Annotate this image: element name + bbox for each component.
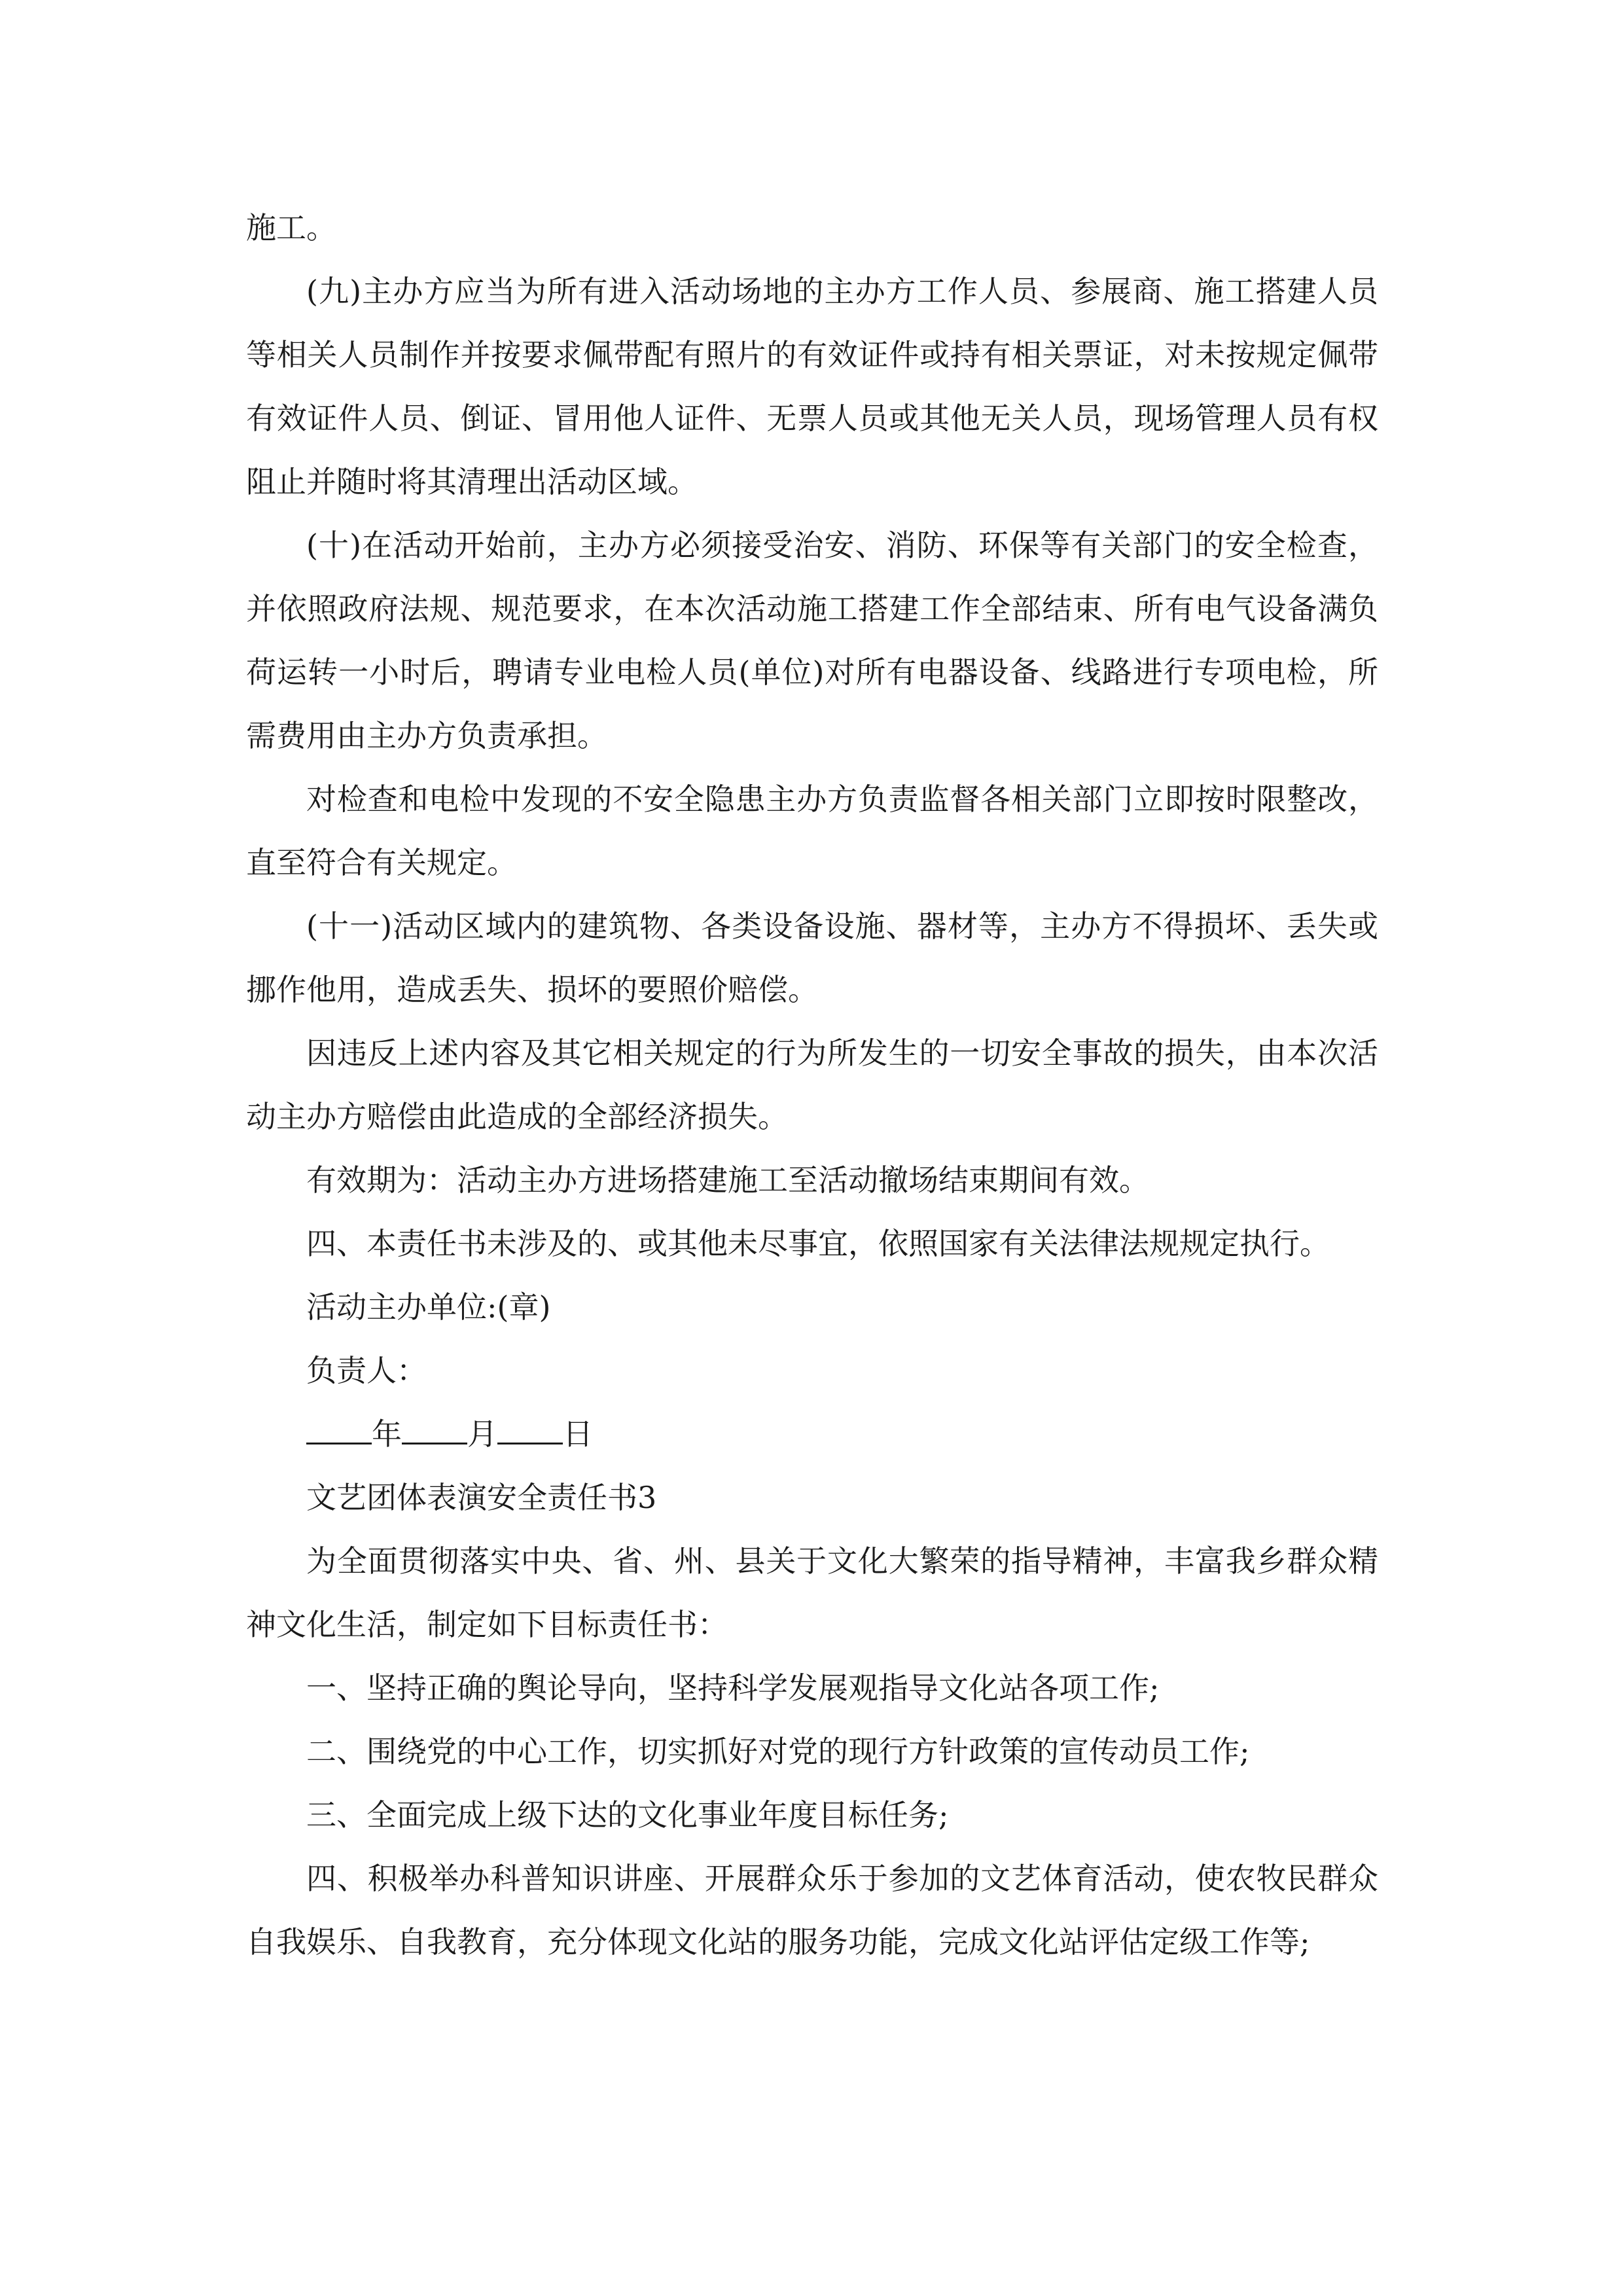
paragraph-goal-2: 二、围绕党的中心工作，切实抓好对党的现行方针政策的宣传动员工作; [306,1734,1250,1769]
paragraph-inspection-rectification: 对检查和电检中发现的不安全隐患主办方负责监督各相关部门立即按时限整改，直至符合有关规定。 [246,781,1378,880]
day-label: 日 [563,1416,593,1452]
month-label: 月 [467,1416,497,1452]
paragraph-intro: 为全面贯彻落实中央、省、州、县关于文化大繁荣的指导精神，丰富我乡群众精神文化生活，制定如下目标责任书： [246,1543,1378,1642]
month-blank [402,1436,467,1444]
year-label: 年 [372,1416,402,1452]
paragraph-goal-3: 三、全面完成上级下达的文化事业年度目标任务; [306,1797,949,1833]
paragraph-continuation: 施工。 [246,210,336,245]
year-blank [306,1436,372,1444]
date-line [246,1403,1378,1466]
paragraph-clause-10: (十)在活动开始前，主办方必须接受治安、消防、环保等有关部门的安全检查，并依照政府法规、规范要求，在本次活动施工搭建工作全部结束、所有电气设备满负荷运转一小时后，聘请专业电检人员(单位)对所有电器设备、线路进行专项电检，所需费用由主办方负责承担。 [246,528,1378,753]
paragraph-liability: 因违反上述内容及其它相关规定的行为所发生的一切安全事故的损失，由本次活动主办方赔偿由此造成的全部经济损失。 [246,1035,1378,1134]
day-blank [497,1436,563,1444]
organizer-seal-line: 活动主办单位:(章) [306,1289,551,1325]
paragraph-validity: 有效期为：活动主办方进场搭建施工至活动撤场结束期间有效。 [306,1162,1149,1198]
paragraph-goal-1: 一、坚持正确的舆论导向，坚持科学发展观指导文化站各项工作; [306,1670,1160,1706]
paragraph-goal-4: 四、积极举办科普知识讲座、开展群众乐于参加的文艺体育活动，使农牧民群众自我娱乐、自我教育，充分体现文化站的服务功能，完成文化站评估定级工作等; [246,1861,1378,1960]
section-title: 文艺团体表演安全责任书3 [306,1480,657,1515]
paragraph-other-matters: 四、本责任书未涉及的、或其他未尽事宜，依照国家有关法律法规规定执行。 [306,1226,1330,1261]
document-body [246,196,1378,1974]
responsible-person-line: 负责人： [306,1353,427,1388]
paragraph-clause-11: (十一)活动区域内的建筑物、各类设备设施、器材等，主办方不得损坏、丢失或挪作他用，造成丢失、损坏的要照价赔偿。 [246,908,1378,1007]
paragraph-clause-9: (九)主办方应当为所有进入活动场地的主办方工作人员、参展商、施工搭建人员等相关人员制作并按要求佩带配有照片的有效证件或持有相关票证，对未按规定佩带有效证件人员、倒证、冒用他人证件、无票人员或其他无关人员，现场管理人员有权阻止并随时将其清理出活动区域。 [246,274,1378,499]
